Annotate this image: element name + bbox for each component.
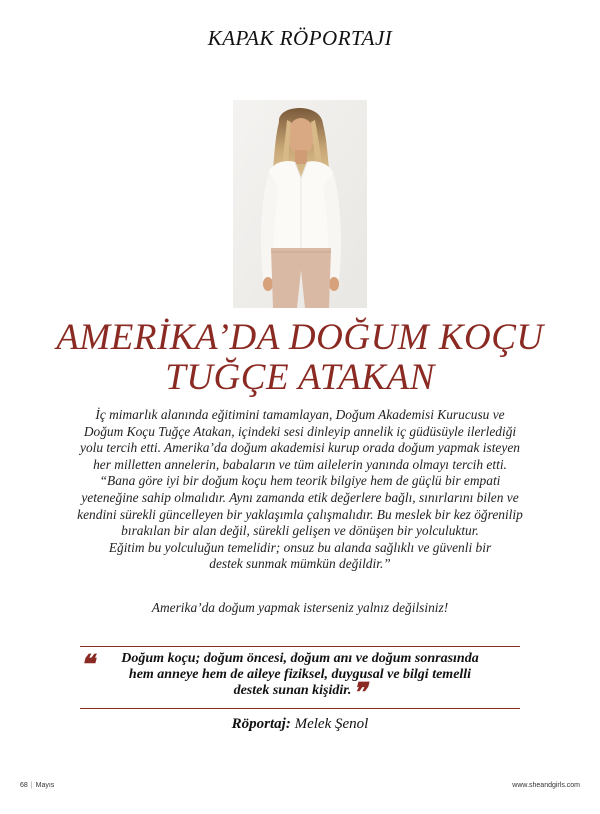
portrait-photo-icon: [233, 100, 367, 308]
intro-line: Doğum Koçu Tuğçe Atakan, içindeki sesi dinleyip annelik iç güdüsüyle ilerlediği: [83, 423, 517, 439]
intro-line: bırakılan bir alan değil, sürekli gelişen ve dönüşen bir yolculuktur.: [121, 523, 479, 539]
pull-quote-bottom-rule: [80, 708, 520, 709]
cover-photo: [233, 100, 367, 308]
issue-month: Mayıs: [35, 782, 55, 789]
intro-line: yeteneğine sahip olmalıdır. Aynı zamanda etik değerlere bağlı, sınırlarını bilen ve: [81, 489, 519, 505]
page-footer-left: [20, 782, 54, 789]
footer-separator: |: [30, 782, 33, 789]
website-url: www.sheandgirls.com: [512, 782, 580, 789]
headline: [0, 318, 600, 398]
section-title: KAPAK RÖPORTAJI: [207, 26, 393, 50]
intro-line: “Bana göre iyi bir doğum koçu hem teorik bilgiye hem de güçlü bir empati: [99, 473, 501, 489]
pull-quote-line: Doğum koçu; doğum öncesi, doğum anı ve doğum sonrasında: [121, 651, 479, 666]
byline: [0, 716, 600, 733]
intro-line: destek sunmak mümkün değildir.”: [209, 556, 391, 572]
closing-line: Amerika’da doğum yapmak isterseniz yalnız değilsiniz!: [151, 600, 449, 615]
intro-line: yolu tercih etti. Amerika’da doğum akademisi kurup orada doğum yapmak isteyen: [80, 440, 520, 456]
byline-name: Melek Şenol: [294, 716, 369, 732]
intro-line: Eğitim bu yolculuğun temelidir; onsuz bu alanda sağlıklı ve güvenli bir: [108, 539, 492, 555]
headline-line-1: AMERİKA’DA DOĞUM KOÇU: [56, 317, 544, 358]
pull-quote-line: hem anneye hem de aileye fiziksel, duygusal ve bilgi temelli: [128, 667, 472, 682]
intro-text: [60, 407, 540, 573]
close-quote-icon: ❞: [352, 678, 367, 708]
pull-quote: ❝ Doğum koçu; doğum öncesi, doğum anı ve doğum sonrasında hem anneye hem de aileye fiziksel, duygusal ve bilgi temelli destek sunan kişidir.❞: [80, 651, 520, 699]
pull-quote-top-rule: [80, 646, 520, 647]
byline-label: Röportaj:: [231, 716, 291, 732]
intro-line: İç mimarlık alanında eğitimini tamamlayan, Doğum Akademisi Kurucusu ve: [95, 407, 505, 422]
page-number: 68: [20, 782, 28, 789]
intro-line: her milletten annelerin, babaların ve tüm ailelerin yanında olmayı tercih etti.: [93, 456, 507, 472]
headline-line-2: TUĞÇE ATAKAN: [165, 357, 435, 398]
intro-line: kendini sürekli güncelleyen bir yaklaşımla çalışmalıdır. Bu meslek bir kez öğrenilip: [77, 506, 523, 522]
pull-quote-line: destek sunan kişidir.: [233, 683, 352, 698]
